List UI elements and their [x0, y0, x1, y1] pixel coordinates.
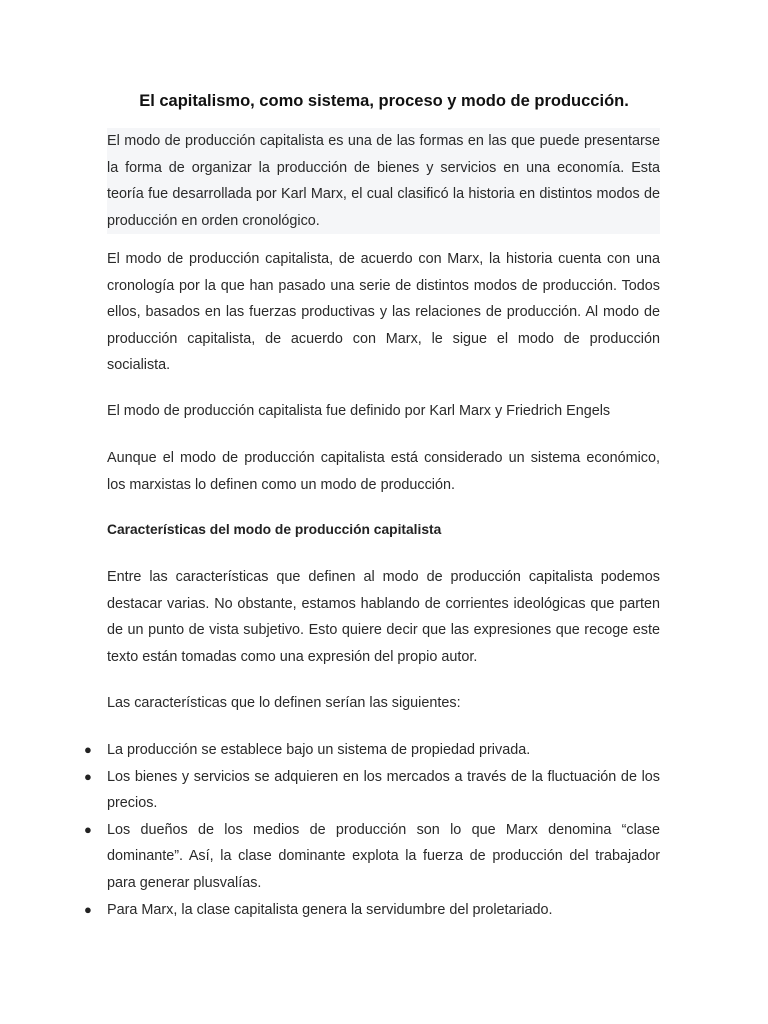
list-item	[84, 737, 660, 764]
paragraph-intro: El modo de producción capitalista es una de las formas en las que puede presentarse la forma de organizar la producción de bienes y servicios en una economía. Esta teoría fue desarrollada por Karl Marx, el cual clasificó la historia en distintos modos de producción en orden cronológico.	[107, 128, 660, 234]
paragraph-characteristics: Entre las características que definen al modo de producción capitalista podemos destacar varias. No obstante, estamos hablando de corrientes ideológicas que parten de un punto de vista subjetivo. Esto quiere decir que las expresiones que recoge este texto están tomadas como una expresión del propio autor.	[107, 569, 660, 665]
list-item	[84, 764, 660, 817]
list-item-text: La producción se establece bajo un sistema de propiedad privada.	[107, 742, 531, 758]
list-item-text: Los bienes y servicios se adquieren en los mercados a través de la fluctuación de los precios.	[107, 768, 660, 812]
bullet-icon: ●	[84, 768, 92, 784]
list-item	[84, 897, 660, 924]
bullet-icon: ●	[84, 821, 92, 837]
paragraph-economic-system: Aunque el modo de producción capitalista está considerado un sistema económico, los marxistas lo definen como un modo de producción.	[107, 450, 660, 493]
paragraph-definition: El modo de producción capitalista fue definido por Karl Marx y Friedrich Engels	[107, 403, 611, 419]
paragraph-chronology: El modo de producción capitalista, de acuerdo con Marx, la historia cuenta con una cronología por la que han pasado una serie de distintos modos de producción. Todos ellos, basados en las fuerzas productivas y las relaciones de producción. Al modo de producción capitalista, de acuerdo con Marx, le sigue el modo de producción socialista.	[107, 251, 660, 374]
paragraph-list-intro: Las características que lo definen serían las siguientes:	[107, 695, 461, 711]
document-title: El capitalismo, como sistema, proceso y modo de producción.	[139, 92, 629, 110]
list-item-text: Los dueños de los medios de producción son lo que Marx denomina “clase dominante”. Así, la clase dominante explota la fuerza de producción del trabajador para generar plusvalías.	[107, 821, 660, 891]
section-heading: Características del modo de producción capitalista	[107, 522, 442, 537]
bullet-icon: ●	[84, 742, 92, 757]
list-item	[84, 817, 660, 897]
bullet-icon: ●	[84, 901, 92, 917]
characteristics-list	[0, 737, 768, 923]
list-item-text: Para Marx, la clase capitalista genera la servidumbre del proletariado.	[107, 901, 553, 918]
